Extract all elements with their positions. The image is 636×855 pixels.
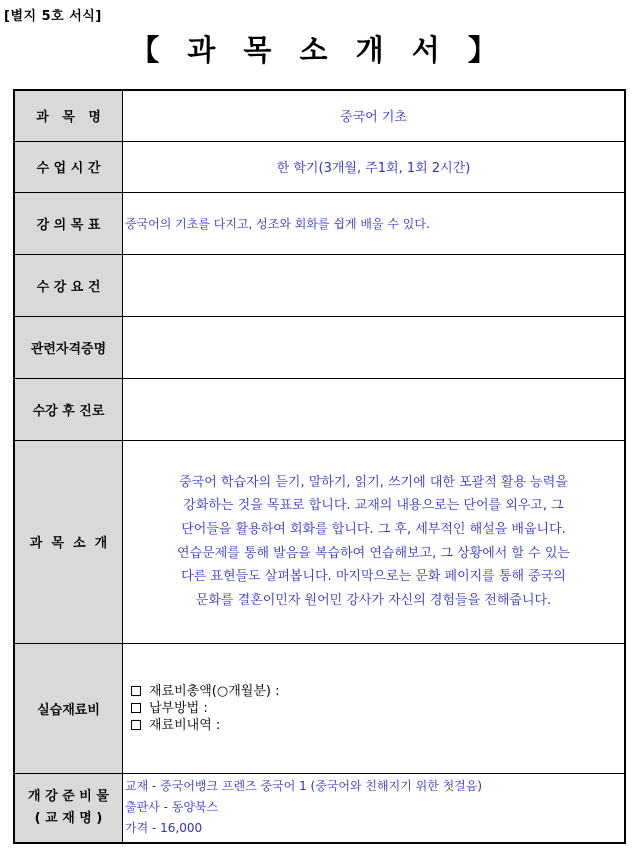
value-class-hours: 한 학기(3개월, 주1회, 1회 2시간) bbox=[123, 141, 626, 192]
value-career bbox=[123, 378, 626, 440]
checklist-text-details: 재료비내역 : bbox=[149, 717, 221, 733]
label-career: 수강 후 진로 bbox=[14, 378, 123, 440]
intro-line: 중국어 학습자의 듣기, 말하기, 읽기, 쓰기에 대한 포괄적 활용 능력을 bbox=[179, 474, 568, 490]
checklist-text-payment: 납부방법 : bbox=[149, 700, 208, 716]
course-intro-table bbox=[13, 89, 626, 844]
intro-line: 강화하는 것을 목표로 합니다. 교재의 내용으로는 단어를 외우고, 그 bbox=[183, 498, 564, 514]
document-title: 【 과 목 소 개 서 】 bbox=[130, 33, 506, 67]
row-class-hours bbox=[14, 141, 625, 192]
checkbox-payment[interactable] bbox=[131, 703, 141, 713]
label-certification: 관련자격증명 bbox=[14, 316, 123, 378]
label-materials-fee: 실습재료비 bbox=[14, 643, 123, 773]
checklist-text-total: 재료비총액(○개월분) : bbox=[149, 683, 280, 699]
value-objective: 중국어의 기초를 다지고, 성조와 회화를 쉽게 배울 수 있다. bbox=[123, 192, 626, 254]
textbook-line: 출판사 - 동양북스 bbox=[125, 800, 219, 815]
row-subject-name bbox=[14, 90, 625, 141]
checklist-item-payment bbox=[131, 700, 624, 717]
row-objective bbox=[14, 192, 625, 254]
label-requirements: 수 강 요 건 bbox=[14, 254, 123, 316]
value-introduction bbox=[123, 440, 626, 643]
intro-line: 다른 표현들도 살펴봅니다. 마지막으로는 문화 페이지를 통해 중국의 bbox=[181, 569, 566, 585]
materials-checklist bbox=[123, 683, 624, 734]
label-objective: 강 의 목 표 bbox=[14, 192, 123, 254]
value-textbook bbox=[123, 773, 626, 843]
intro-line: 연습문제를 통해 발음을 복습하여 연습해보고, 그 상황에서 할 수 있는 bbox=[177, 545, 570, 561]
row-requirements bbox=[14, 254, 625, 316]
intro-line: 문화를 결혼이민자 원어민 강사가 자신의 경험들을 전해줍니다. bbox=[195, 592, 552, 608]
intro-line: 단어들을 활용하여 회화를 합니다. 그 후, 세부적인 해설을 배웁니다. bbox=[181, 521, 566, 537]
label-subject-name: 과 목 명 bbox=[14, 90, 123, 141]
value-subject-name: 중국어 기초 bbox=[123, 90, 626, 141]
label-textbook: 개 강 준 비 물 ( 교 재 명 ) bbox=[14, 773, 123, 843]
checklist-item-details bbox=[131, 717, 624, 734]
label-introduction: 과 목 소 개 bbox=[14, 440, 123, 643]
checkbox-total[interactable] bbox=[131, 686, 141, 696]
textbook-line: 가격 - 16,000 bbox=[125, 821, 203, 836]
row-certification bbox=[14, 316, 625, 378]
checkbox-details[interactable] bbox=[131, 720, 141, 730]
value-certification bbox=[123, 316, 626, 378]
value-materials-fee bbox=[123, 643, 626, 773]
form-number-label: [별지 5호 서식] bbox=[4, 9, 102, 24]
checklist-item-total bbox=[131, 683, 624, 700]
value-requirements bbox=[123, 254, 626, 316]
row-career bbox=[14, 378, 625, 440]
textbook-line: 교재 - 중국어뱅크 프렌즈 중국어 1 (중국어와 친해지기 위한 첫걸음) bbox=[125, 779, 483, 794]
row-textbook bbox=[14, 773, 625, 843]
label-class-hours: 수 업 시 간 bbox=[14, 141, 123, 192]
row-introduction bbox=[14, 440, 625, 643]
row-materials-fee bbox=[14, 643, 625, 773]
